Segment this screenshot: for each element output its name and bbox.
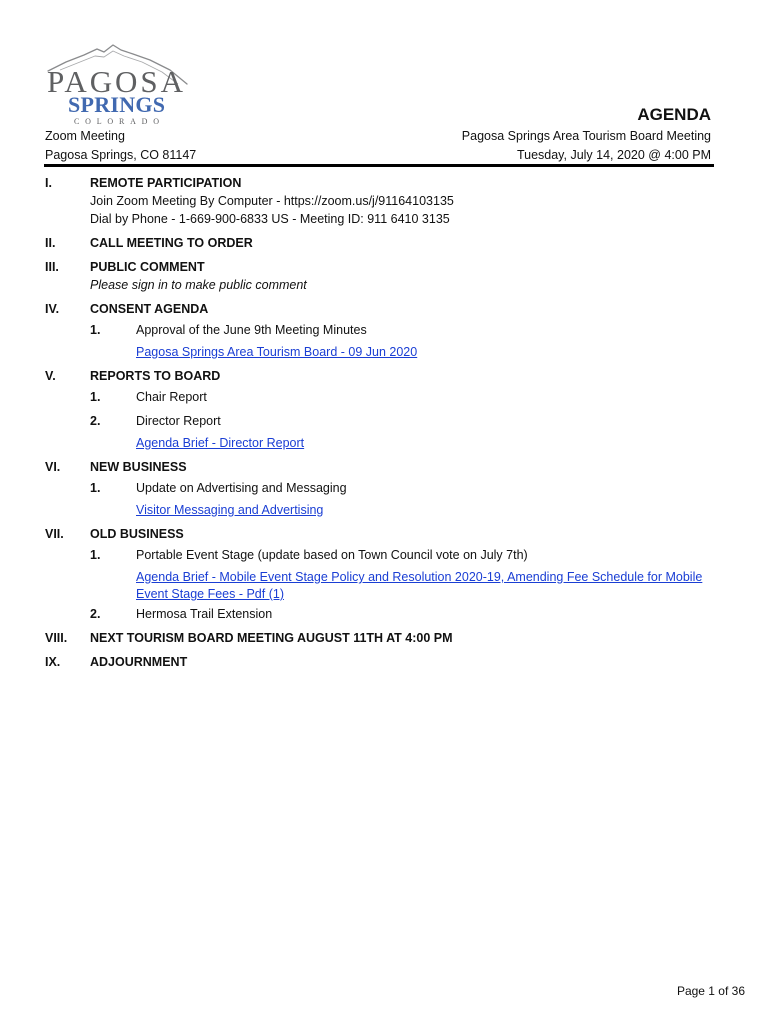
section-heading: CALL MEETING TO ORDER (90, 236, 253, 250)
section-heading: ADJOURNMENT (90, 655, 188, 669)
section-header (45, 525, 725, 543)
section-heading: REMOTE PARTICIPATION (90, 176, 242, 190)
agenda-item (45, 388, 725, 406)
agenda-item (45, 321, 725, 361)
link-text[interactable]: Visitor Messaging and Advertising (136, 503, 324, 517)
meeting-name: Pagosa Springs Area Tourism Board Meeting (461, 129, 711, 143)
meeting-info (462, 127, 711, 165)
agenda-item (45, 479, 725, 519)
section-header (45, 653, 725, 671)
section-header (45, 234, 725, 252)
agenda-section-next-meeting (45, 629, 725, 647)
section-heading: REPORTS TO BOARD (90, 369, 221, 383)
agenda-item-row (45, 479, 725, 497)
item-number: 2. (90, 414, 101, 428)
link-text[interactable]: Agenda Brief - Mobile Event Stage Policy and Resolution 2020-19, Amending Fee Schedule for Mobile (136, 570, 703, 584)
section-number: VII. (45, 527, 64, 541)
section-number: VIII. (45, 631, 68, 645)
logo-word-pagosa: PAGOSA (47, 64, 183, 99)
item-title: Update on Advertising and Messaging (136, 481, 347, 495)
item-title: Hermosa Trail Extension (136, 607, 273, 621)
dial-in-text: Dial by Phone - 1-669-900-6833 US - Meeting ID: 911 6410 3135 (90, 212, 450, 226)
link-text[interactable]: Pagosa Springs Area Tourism Board - 09 Jun 2020 (136, 345, 418, 359)
section-number: VI. (45, 460, 61, 474)
item-number: 1. (90, 390, 101, 404)
item-title: Director Report (136, 414, 221, 428)
section-number: II. (45, 236, 56, 250)
section-number: IV. (45, 302, 60, 316)
director-report-link[interactable] (136, 435, 304, 452)
logo-word-springs: SPRINGS (68, 92, 165, 117)
agenda-section-remote-participation (45, 174, 725, 228)
agenda-item (45, 412, 725, 452)
item-title: Approval of the June 9th Meeting Minutes (136, 323, 367, 337)
section-number: III. (45, 260, 59, 274)
page-title: AGENDA (637, 105, 711, 124)
section-number: I. (45, 176, 52, 190)
visitor-messaging-link[interactable] (136, 502, 323, 519)
meeting-datetime: Tuesday, July 14, 2020 @ 4:00 PM (516, 148, 711, 162)
meeting-city: Pagosa Springs, CO 81147 (45, 148, 197, 162)
agenda-section-adjournment (45, 653, 725, 671)
section-number: V. (45, 369, 56, 383)
agenda-section-reports-to-board (45, 367, 725, 452)
meeting-venue: Zoom Meeting (45, 129, 125, 143)
agenda-section-old-business (45, 525, 725, 623)
item-title: Portable Event Stage (update based on Town Council vote on July 7th) (136, 548, 528, 562)
zoom-join-text: Join Zoom Meeting By Computer - https://zoom.us/j/91164103135 (90, 194, 454, 208)
agenda-section-consent-agenda (45, 300, 725, 361)
agenda-section-public-comment (45, 258, 725, 294)
agenda-item-row (45, 388, 725, 406)
item-number: 1. (90, 323, 101, 337)
meeting-location (45, 127, 196, 165)
section-header (45, 629, 725, 647)
agenda-item-row (45, 412, 725, 430)
agenda-item-row (45, 321, 725, 339)
section-header (45, 458, 725, 476)
item-number: 1. (90, 481, 101, 495)
section-heading: NEW BUSINESS (90, 460, 187, 474)
minutes-attachment-link[interactable] (136, 344, 417, 361)
link-text[interactable]: Agenda Brief - Director Report (136, 436, 305, 450)
section-heading: OLD BUSINESS (90, 527, 184, 541)
section-heading: PUBLIC COMMENT (90, 260, 205, 274)
link-text-continued[interactable]: Event Stage Fees - Pdf (1) (136, 587, 284, 601)
event-stage-policy-link[interactable] (136, 569, 702, 603)
item-number: 2. (90, 607, 101, 621)
logo-word-colorado: COLORADO (74, 117, 159, 126)
agenda-section-new-business (45, 458, 725, 519)
section-heading: NEXT TOURISM BOARD MEETING AUGUST 11TH AT 4:00 PM (90, 631, 453, 645)
item-number: 1. (90, 548, 101, 562)
section-header (45, 258, 725, 276)
section-header (45, 300, 725, 318)
agenda-item (45, 605, 725, 623)
public-comment-note: Please sign in to make public comment (90, 278, 307, 292)
agenda-item (45, 546, 725, 603)
section-header (45, 174, 725, 192)
header-divider (44, 164, 714, 167)
pagosa-springs-logo (0, 0, 200, 135)
section-heading: CONSENT AGENDA (90, 302, 209, 316)
item-title: Chair Report (136, 390, 207, 404)
agenda-list (45, 174, 725, 671)
agenda-item-row (45, 605, 725, 623)
agenda-item-row (45, 546, 725, 564)
section-header (45, 367, 725, 385)
section-number: IX. (45, 655, 61, 669)
page-number: Page 1 of 36 (676, 984, 745, 998)
agenda-section-call-to-order (45, 234, 725, 252)
